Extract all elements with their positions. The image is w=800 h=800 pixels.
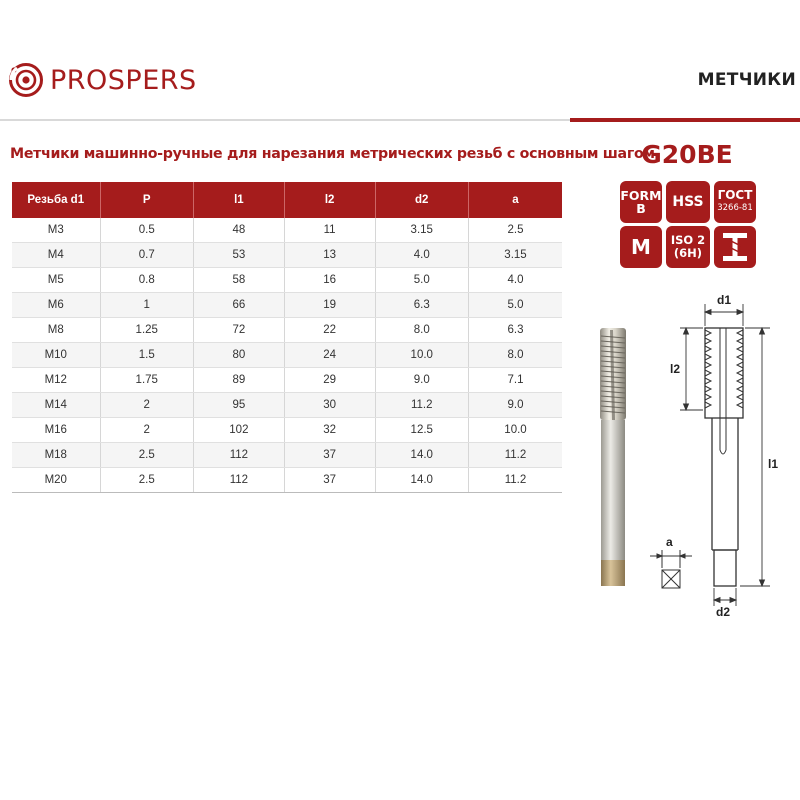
table-cell: M8 <box>12 318 100 343</box>
table-cell: 112 <box>194 443 285 468</box>
spiral-flute-icon <box>714 226 756 268</box>
table-cell: 13 <box>284 243 375 268</box>
table-cell: 53 <box>194 243 285 268</box>
model-code: G20BE <box>641 140 733 169</box>
material-badge-label: HSS <box>672 194 704 210</box>
col-header-pitch: P <box>100 182 194 218</box>
table-cell: 32 <box>284 418 375 443</box>
gost-badge <box>714 181 756 223</box>
table-cell: 12.5 <box>375 418 469 443</box>
table-cell: M5 <box>12 268 100 293</box>
table-cell: 10.0 <box>375 343 469 368</box>
table-row <box>12 468 562 493</box>
table-cell: 19 <box>284 293 375 318</box>
table-cell: 11 <box>284 218 375 243</box>
table-cell: 4.0 <box>375 243 469 268</box>
table-cell: 3.15 <box>469 243 563 268</box>
table-cell: 112 <box>194 468 285 493</box>
table-cell: 58 <box>194 268 285 293</box>
table-cell: 4.0 <box>469 268 563 293</box>
page-heading: Метчики машинно-ручные для нарезания метрических резьб с основным шагом <box>10 146 655 162</box>
table-row <box>12 268 562 293</box>
table-cell: 30 <box>284 393 375 418</box>
dim-label-l2: l2 <box>670 362 681 376</box>
table-cell: 6.3 <box>469 318 563 343</box>
col-header-a: a <box>469 182 563 218</box>
table-cell: 89 <box>194 368 285 393</box>
table-cell: 9.0 <box>375 368 469 393</box>
table-cell: 102 <box>194 418 285 443</box>
table-cell: 5.0 <box>469 293 563 318</box>
col-header-thread: Резьба d1 <box>12 182 100 218</box>
table-cell: 14.0 <box>375 443 469 468</box>
table-cell: 37 <box>284 443 375 468</box>
table-cell: 1.5 <box>100 343 194 368</box>
tolerance-value: (6H) <box>673 246 703 260</box>
table-cell: 0.5 <box>100 218 194 243</box>
table-cell: 8.0 <box>375 318 469 343</box>
table-cell: M18 <box>12 443 100 468</box>
gost-badge-value: 3266-81 <box>717 203 753 213</box>
thread-type-badge <box>620 226 662 268</box>
form-badge-value: B <box>636 201 646 216</box>
table-row <box>12 418 562 443</box>
tolerance-label: ISO 2 <box>670 233 706 247</box>
gost-badge-label: ГОСТ <box>717 188 753 202</box>
table-cell: 3.15 <box>375 218 469 243</box>
table-cell: 48 <box>194 218 285 243</box>
table-row <box>12 368 562 393</box>
table-row <box>12 243 562 268</box>
tap-photo <box>600 328 626 586</box>
table-cell: 11.2 <box>375 393 469 418</box>
table-cell: M6 <box>12 293 100 318</box>
table-row <box>12 318 562 343</box>
brand-logo <box>8 62 197 98</box>
table-cell: 11.2 <box>469 443 563 468</box>
table-cell: 14.0 <box>375 468 469 493</box>
table-cell: M20 <box>12 468 100 493</box>
col-header-d2: d2 <box>375 182 469 218</box>
table-row <box>12 293 562 318</box>
dimension-lines <box>680 304 770 606</box>
table-cell: 0.7 <box>100 243 194 268</box>
table-cell: M16 <box>12 418 100 443</box>
table-cell: 80 <box>194 343 285 368</box>
table-cell: 29 <box>284 368 375 393</box>
header-divider-accent <box>570 118 800 122</box>
table-cell: 16 <box>284 268 375 293</box>
table-cell: 10.0 <box>469 418 563 443</box>
table-row <box>12 393 562 418</box>
table-cell: 1.75 <box>100 368 194 393</box>
form-badge-label: FORM <box>620 188 662 203</box>
dim-label-l1: l1 <box>768 457 779 471</box>
table-cell: M4 <box>12 243 100 268</box>
brand-name: PROSPERS <box>50 64 197 96</box>
table-cell: 1 <box>100 293 194 318</box>
table-cell: 72 <box>194 318 285 343</box>
table-cell: 2.5 <box>100 443 194 468</box>
table-cell: 2.5 <box>469 218 563 243</box>
table-cell: 2 <box>100 418 194 443</box>
table-cell: 5.0 <box>375 268 469 293</box>
table-cell: 66 <box>194 293 285 318</box>
logo-mark-icon <box>8 62 44 98</box>
table-row <box>12 343 562 368</box>
table-cell: 1.25 <box>100 318 194 343</box>
table-row <box>12 218 562 243</box>
table-cell: 2 <box>100 393 194 418</box>
form-badge <box>620 181 662 223</box>
table-row <box>12 443 562 468</box>
tolerance-badge <box>666 226 710 268</box>
table-cell: 24 <box>284 343 375 368</box>
tap-drawing <box>580 290 790 620</box>
col-header-l1: l1 <box>194 182 285 218</box>
table-cell: 22 <box>284 318 375 343</box>
section-title: МЕТЧИКИ <box>697 70 796 90</box>
spec-table <box>12 182 562 493</box>
table-cell: 8.0 <box>469 343 563 368</box>
dim-label-d2: d2 <box>716 605 731 619</box>
material-badge <box>666 181 710 223</box>
table-cell: M10 <box>12 343 100 368</box>
table-cell: 9.0 <box>469 393 563 418</box>
table-cell: 0.8 <box>100 268 194 293</box>
table-header-row <box>12 182 562 218</box>
table-cell: 95 <box>194 393 285 418</box>
table-cell: 37 <box>284 468 375 493</box>
dim-label-a: a <box>666 535 673 549</box>
table-cell: M14 <box>12 393 100 418</box>
col-header-l2: l2 <box>284 182 375 218</box>
thread-type-label: M <box>631 235 651 259</box>
square-drive-detail <box>650 550 692 588</box>
table-cell: 2.5 <box>100 468 194 493</box>
table-cell: 6.3 <box>375 293 469 318</box>
table-cell: M12 <box>12 368 100 393</box>
dim-label-d1: d1 <box>717 293 732 307</box>
table-cell: 11.2 <box>469 468 563 493</box>
tap-schematic <box>705 328 743 586</box>
table-cell: 7.1 <box>469 368 563 393</box>
table-cell: M3 <box>12 218 100 243</box>
spiral-flute-glyph <box>718 230 752 264</box>
